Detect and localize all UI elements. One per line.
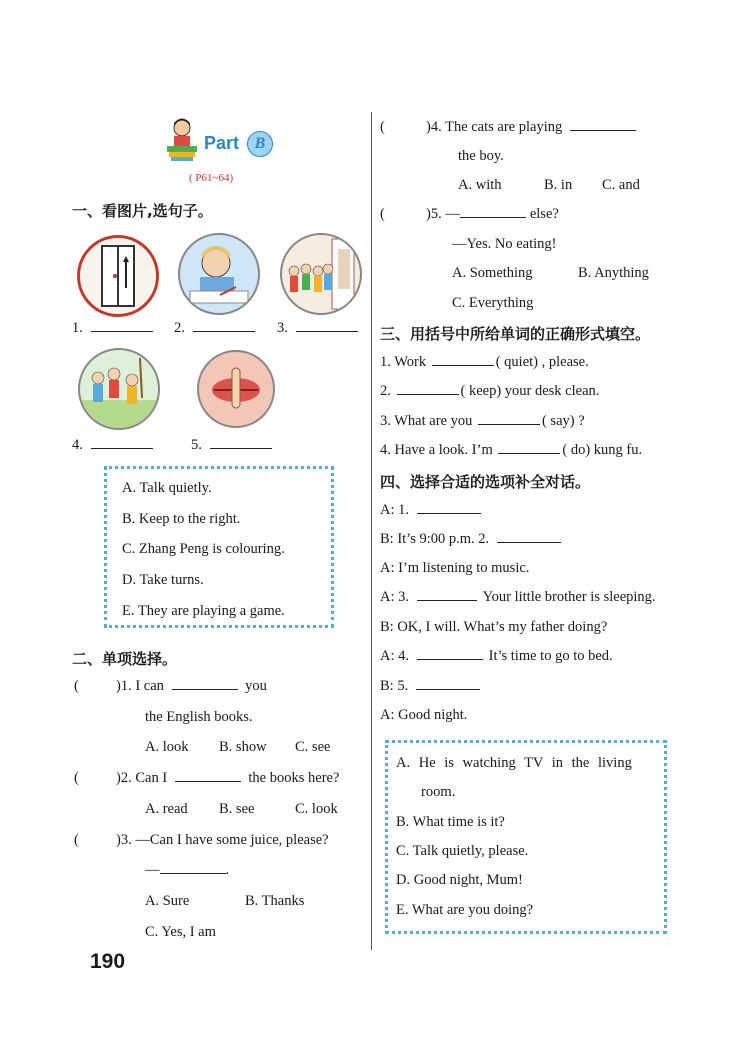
option-a: A. Talk quietly. — [122, 480, 212, 496]
s3-item-2-post: ( keep) your desk clean. — [460, 383, 600, 399]
q5-answer-slot[interactable] — [390, 206, 420, 224]
dialog-line-7-text: B: 5. — [380, 678, 409, 694]
s3-blank-1[interactable] — [432, 364, 494, 366]
reading-boy-icon — [163, 116, 201, 162]
q1-text: 1. I can — [120, 678, 164, 694]
q2-tail: the books here? — [248, 770, 340, 786]
s3-item-3-post: ( say) ? — [541, 413, 585, 429]
s3-item-1-post: ( quiet) , please. — [495, 354, 589, 370]
answer-blank-1[interactable] — [91, 330, 153, 332]
dialog-line-8: A: Good night. — [380, 707, 468, 723]
picture-boy-colouring — [178, 233, 260, 315]
q2-stem — [116, 770, 339, 787]
s3-item-2-pre: 2. — [380, 383, 391, 399]
picture-answer-1 — [72, 320, 153, 337]
q5-text: 5. — — [430, 206, 460, 222]
answer-blank-4[interactable] — [91, 447, 153, 449]
q3-period: . — [225, 862, 230, 878]
q1-paren-open: ( — [74, 678, 79, 694]
q5-tail: else? — [529, 206, 559, 222]
blank-label-5: 5. — [191, 437, 202, 453]
dialog-blank-5[interactable] — [416, 688, 480, 690]
q4-opt-b: B. in — [544, 177, 573, 193]
picture-answer-5 — [191, 437, 272, 454]
q4-opt-a: A. with — [458, 177, 502, 193]
q5-opt-c: C. Everything — [452, 295, 534, 311]
option-d: D. Take turns. — [122, 572, 204, 588]
q3-text: 3. —Can I have some juice, please? — [120, 832, 329, 848]
dialog-line-6-post: It’s time to go to bed. — [488, 648, 613, 664]
q2-answer-slot[interactable] — [84, 770, 114, 788]
s3-item-3-pre: 3. What are you — [380, 413, 473, 429]
q3-answer-slot[interactable] — [84, 832, 114, 850]
s4-option-b: B. What time is it? — [396, 814, 505, 830]
s3-item-4-pre: 4. Have a look. I’m — [380, 442, 493, 458]
dialog-line-4-post: Your little brother is sleeping. — [482, 589, 656, 605]
q5-blank[interactable] — [460, 216, 526, 218]
s3-item-2 — [380, 383, 599, 400]
picture-quiet-sign — [197, 350, 275, 428]
blank-label-4: 4. — [72, 437, 83, 453]
section3-title: 三、用括号中所给单词的正确形式填空。 — [380, 325, 651, 343]
dialog-line-5: B: OK, I will. What’s my father doing? — [380, 619, 608, 635]
blank-label-1: 1. — [72, 320, 83, 336]
dialog-line-7 — [380, 678, 480, 695]
q1-answer-slot[interactable] — [84, 678, 114, 696]
dialog-blank-1[interactable] — [417, 512, 481, 514]
q3-line2 — [145, 862, 229, 879]
q4-line2: the boy. — [458, 148, 504, 164]
s4-option-a-cont: room. — [421, 784, 456, 800]
q2-blank[interactable] — [175, 780, 241, 782]
dialog-line-2-text: B: It’s 9:00 p.m. 2. — [380, 531, 490, 547]
page-number: 190 — [90, 950, 126, 973]
column-divider — [371, 112, 372, 950]
q1-opt-a: A. look — [145, 739, 189, 755]
s3-blank-2[interactable] — [397, 393, 459, 395]
q3-dash: — — [145, 862, 160, 878]
q2-paren-close: ) — [116, 770, 121, 786]
part-letter-badge: B — [247, 131, 273, 157]
q5-opt-a: A. Something — [452, 265, 533, 281]
dialog-blank-4[interactable] — [417, 658, 483, 660]
blank-label-2: 2. — [174, 320, 185, 336]
q4-opt-c: C. and — [602, 177, 640, 193]
s4-option-c: C. Talk quietly, please. — [396, 843, 529, 859]
picture-playing-game — [78, 348, 160, 430]
q3-paren-close: ) — [116, 832, 121, 848]
dialog-line-6 — [380, 648, 613, 665]
dialog-line-1 — [380, 502, 481, 519]
q5-opt-b: B. Anything — [578, 265, 649, 281]
option-e: E. They are playing a game. — [122, 603, 285, 619]
q5-stem — [426, 206, 559, 223]
q2-text: 2. Can I — [120, 770, 168, 786]
dialog-line-6-text: A: 4. — [380, 648, 409, 664]
q3-paren-open: ( — [74, 832, 79, 848]
option-b: B. Keep to the right. — [122, 511, 241, 527]
section4-title: 四、选择合适的选项补全对话。 — [380, 473, 591, 491]
q4-stem — [426, 119, 636, 136]
dialog-blank-2[interactable] — [497, 541, 561, 543]
dialog-line-2 — [380, 531, 561, 548]
dialog-line-4 — [380, 589, 656, 606]
q1-opt-b: B. show — [219, 739, 267, 755]
q3-opt-c: C. Yes, I am — [145, 924, 216, 940]
dialog-line-1-text: A: 1. — [380, 502, 409, 518]
section1-title: 一、看图片,选句子。 — [72, 202, 213, 220]
q1-tail: you — [245, 678, 267, 694]
picture-answer-4 — [72, 437, 153, 454]
q2-paren-open: ( — [74, 770, 79, 786]
q3-stem — [116, 832, 329, 849]
q2-opt-a: A. read — [145, 801, 188, 817]
s3-blank-4[interactable] — [498, 452, 560, 454]
dialog-blank-3[interactable] — [417, 599, 477, 601]
q5-paren-close: ) — [426, 206, 431, 222]
picture-take-turns — [280, 233, 362, 315]
picture-door-keep-right — [77, 235, 159, 317]
s3-blank-3[interactable] — [478, 423, 540, 425]
part-logo — [163, 116, 278, 162]
dialog-line-3: A: I’m listening to music. — [380, 560, 530, 576]
s3-item-4 — [380, 442, 642, 459]
option-c: C. Zhang Peng is colouring. — [122, 541, 285, 557]
q4-text: 4. The cats are playing — [430, 119, 563, 135]
q3-opt-b: B. Thanks — [245, 893, 305, 909]
s3-item-1 — [380, 354, 589, 371]
s3-item-3 — [380, 413, 585, 430]
q5-line2: —Yes. No eating! — [452, 236, 557, 252]
s4-option-e: E. What are you doing? — [396, 902, 534, 918]
q2-opt-b: B. see — [219, 801, 255, 817]
q4-paren-open: ( — [380, 119, 385, 135]
q1-blank[interactable] — [172, 688, 238, 690]
q1-paren-close: ) — [116, 678, 121, 694]
q4-blank[interactable] — [570, 129, 636, 131]
q1-opt-c: C. see — [295, 739, 331, 755]
section4-options-box — [385, 740, 667, 934]
s4-option-d: D. Good night, Mum! — [396, 872, 523, 888]
q5-paren-open: ( — [380, 206, 385, 222]
q1-stem — [116, 678, 267, 695]
section1-options-box — [104, 466, 334, 628]
picture-answer-3 — [277, 320, 358, 337]
q2-opt-c: C. look — [295, 801, 338, 817]
picture-answer-2 — [174, 320, 255, 337]
blank-label-3: 3. — [277, 320, 288, 336]
s4-option-a: A. He is watching TV in the living — [396, 755, 632, 771]
part-label: Part — [204, 133, 240, 153]
q3-blank[interactable] — [160, 872, 226, 874]
q4-paren-close: ) — [426, 119, 431, 135]
s3-item-4-post: ( do) kung fu. — [562, 442, 643, 458]
page-range: ( P61~64) — [189, 172, 234, 184]
answer-blank-3[interactable] — [296, 330, 358, 332]
q4-answer-slot[interactable] — [390, 119, 420, 137]
answer-blank-2[interactable] — [193, 330, 255, 332]
answer-blank-5[interactable] — [210, 447, 272, 449]
s3-item-1-pre: 1. Work — [380, 354, 427, 370]
q1-line2: the English books. — [145, 709, 253, 725]
section2-title: 二、单项选择。 — [72, 650, 178, 668]
dialog-line-4-text: A: 3. — [380, 589, 409, 605]
q3-opt-a: A. Sure — [145, 893, 190, 909]
